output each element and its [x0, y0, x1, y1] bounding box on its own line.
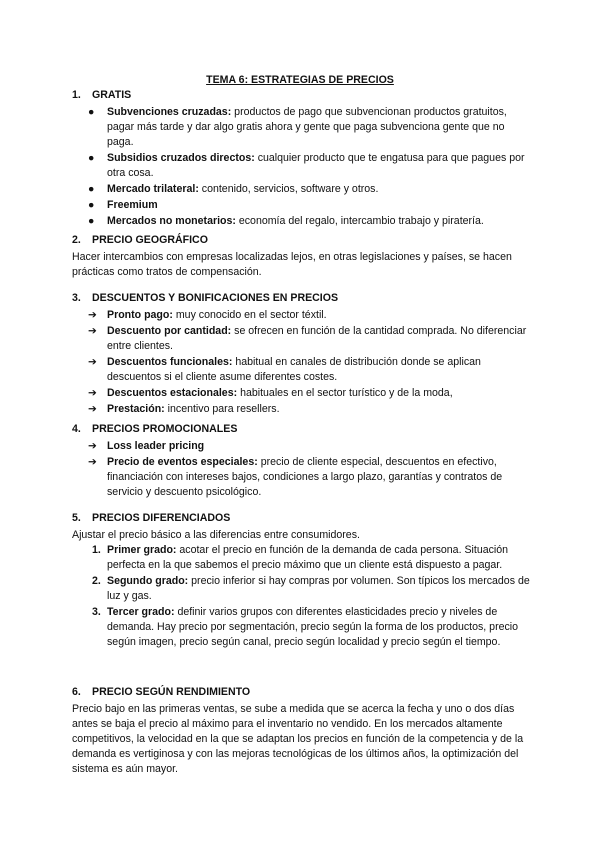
bullet-icon: ● — [88, 106, 95, 118]
section-rendimiento — [72, 685, 532, 777]
section-number: 3. — [72, 292, 81, 304]
item-text: incentivo para resellers. — [164, 403, 280, 415]
item-text: habitual en canales de distribución donde se aplican descuentos si el cliente asume diferentes costes. — [107, 356, 481, 383]
arrow-icon: ➔ — [88, 456, 97, 468]
item-text: acotar el precio en función de la demanda de cada persona. Situación perfecta en la que sabemos el precio máximo que un cliente está dispuesto a pagar. — [107, 544, 509, 571]
section-precio-geografico — [72, 233, 532, 280]
section-descuentos — [72, 291, 532, 418]
section-heading — [72, 233, 532, 248]
section-number: 5. — [72, 512, 81, 524]
item-term: Primer grado: — [107, 544, 177, 556]
bullet-list — [72, 105, 532, 229]
section-title: PRECIO GEOGRÁFICO — [92, 234, 208, 246]
section-heading — [72, 422, 532, 437]
arrow-icon: ➔ — [88, 387, 97, 399]
list-item — [72, 198, 532, 213]
list-item — [72, 386, 532, 401]
section-number: 1. — [72, 89, 81, 101]
section-number: 6. — [72, 686, 81, 698]
item-term: Subsidios cruzados directos: — [107, 152, 255, 164]
section-title: GRATIS — [92, 89, 132, 101]
arrow-icon: ➔ — [88, 356, 97, 368]
bullet-icon: ● — [88, 183, 95, 195]
section-paragraph: Precio bajo en las primeras ventas, se sube a medida que se acerca la fecha y uno o dos días antes se baja el precio al máximo para el inventario no vendido. En los mercados altamente competitivos, la velocidad en la que se adaptan los precios en función de la competencia y de la demanda es vertiginosa y con las mejoras tecnológicas de los últimos años, la optimización del sistema es aún mayor. — [72, 703, 524, 775]
list-item — [72, 182, 532, 197]
item-term: Freemium — [107, 199, 158, 211]
bullet-icon: ● — [88, 152, 95, 164]
section-diferenciados — [72, 511, 532, 651]
arrow-list — [72, 308, 532, 417]
list-item — [72, 105, 532, 150]
list-item — [72, 574, 532, 604]
section-heading — [72, 511, 532, 526]
item-text: cualquier producto que te engatusa para que pagues por otra cosa. — [107, 152, 525, 179]
arrow-icon: ➔ — [88, 440, 97, 452]
item-text: precio inferior si hay compras por volumen. Son típicos los mercados de luz y gas. — [107, 575, 530, 602]
item-term: Loss leader pricing — [107, 440, 205, 452]
list-item — [72, 605, 532, 650]
section-heading — [72, 88, 532, 103]
numbered-list — [72, 543, 532, 650]
item-term: Pronto pago: — [107, 309, 173, 321]
section-promocionales — [72, 422, 532, 501]
section-gratis — [72, 88, 532, 230]
section-heading — [72, 291, 532, 306]
section-title: PRECIO SEGÚN RENDIMIENTO — [92, 686, 251, 698]
list-item — [72, 324, 532, 354]
item-term: Descuentos funcionales: — [107, 356, 233, 368]
item-term: Prestación: — [107, 403, 165, 415]
section-heading — [72, 685, 532, 700]
item-term: Descuento por cantidad: — [107, 325, 232, 337]
section-paragraph: Ajustar el precio básico a las diferencias entre consumidores. — [72, 529, 360, 541]
section-number: 4. — [72, 423, 81, 435]
bullet-icon: ● — [88, 215, 95, 227]
list-item — [72, 543, 532, 573]
item-term: Segundo grado: — [107, 575, 189, 587]
item-number: 3. — [92, 606, 101, 618]
bullet-icon: ● — [88, 199, 95, 211]
item-term: Tercer grado: — [107, 606, 175, 618]
list-item — [72, 455, 532, 500]
item-text: muy conocido en el sector téxtil. — [172, 309, 327, 321]
item-text: economía del regalo, intercambio trabajo y piratería. — [235, 215, 484, 227]
list-item — [72, 308, 532, 323]
arrow-icon: ➔ — [88, 325, 97, 337]
list-item — [72, 439, 532, 454]
item-term: Precio de eventos especiales: — [107, 456, 258, 468]
item-text: precio de cliente especial, descuentos en efectivo, financiación con intereses bajos, condiciones a largo plazo, garantías y contratos de servicio y descuento psicológico. — [107, 456, 503, 498]
item-text: se ofrecen en función de la cantidad comprada. No diferenciar entre clientes. — [107, 325, 527, 352]
section-title: PRECIOS DIFERENCIADOS — [92, 512, 231, 524]
item-number: 2. — [92, 575, 101, 587]
list-item — [72, 214, 532, 229]
item-text: habituales en el sector turístico y de la moda, — [237, 387, 453, 399]
section-number: 2. — [72, 234, 81, 246]
item-text: productos de pago que subvencionan productos gratuitos, pagar más tarde y dar algo gratis ahora y gente que paga subvenciona gente que no paga. — [107, 106, 507, 148]
item-text: contenido, servicios, software y otros. — [198, 183, 379, 195]
section-title: PRECIOS PROMOCIONALES — [92, 423, 238, 435]
list-item — [72, 402, 532, 417]
list-item — [72, 151, 532, 181]
list-item — [72, 355, 532, 385]
item-term: Mercado trilateral: — [107, 183, 199, 195]
section-paragraph: Hacer intercambios con empresas localizadas lejos, en otras legislaciones y países, se hacen prácticas como tratos de compensación. — [72, 251, 512, 278]
section-title: DESCUENTOS Y BONIFICACIONES EN PRECIOS — [92, 292, 339, 304]
arrow-list — [72, 439, 532, 500]
arrow-icon: ➔ — [88, 309, 97, 321]
item-term: Mercados no monetarios: — [107, 215, 236, 227]
item-term: Descuentos estacionales: — [107, 387, 238, 399]
arrow-icon: ➔ — [88, 403, 97, 415]
item-text: definir varios grupos con diferentes elasticidades precio y niveles de demanda. Hay precio por segmentación, precio según la forma de los productos, precio según imagen, precio según canal, precio según localidad y precio según el tiempo. — [107, 606, 519, 648]
page-title: TEMA 6: ESTRATEGIAS DE PRECIOS — [206, 74, 394, 86]
item-number: 1. — [92, 544, 101, 556]
item-term: Subvenciones cruzadas: — [107, 106, 232, 118]
